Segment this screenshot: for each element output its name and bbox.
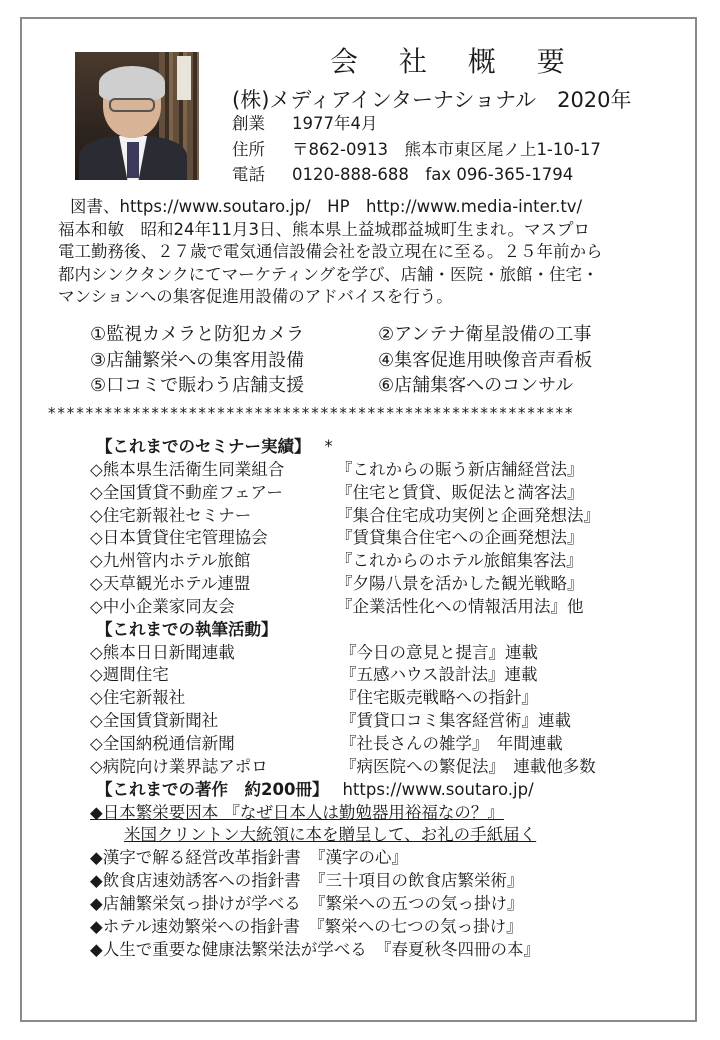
writing-item: ◇全国賃貸新聞社 『賃貸口コミ集客経営術』連載 [90, 711, 571, 731]
writing-item: ◇熊本日日新聞連載 『今日の意見と提言』連載 [90, 642, 538, 662]
book-item: ◆飲食店速効誘客への指針書 『三十項目の飲食店繁栄術』 [90, 871, 524, 891]
services-row [90, 373, 592, 399]
services-row [90, 348, 592, 374]
career-list [90, 436, 690, 961]
seminar-item: ◇住宅新報社セミナー 『集合住宅成功実例と企画発想法』 [90, 505, 600, 525]
company-name: (株)メディアインターナショナル 2020年 [232, 88, 632, 112]
book-item: ◆ホテル速効繁栄への指針書 『繁栄への七つの気っ掛け』 [90, 916, 523, 936]
writing-heading: 【これまでの執筆活動】 [96, 619, 278, 639]
divider: ******************************************************** [48, 404, 575, 422]
service-item: ⑤口コミで賑わう店舗支援 [90, 375, 305, 396]
seminar-item: ◇天草観光ホテル連盟 『夕陽八景を活かした観光戦略』 [90, 574, 584, 594]
writing-item: ◇住宅新報社 『住宅販売戦略への指針』 [90, 688, 538, 708]
profile-photo [75, 52, 199, 180]
biography [58, 196, 694, 309]
services-row [90, 322, 592, 348]
founded-row [232, 110, 378, 134]
service-item: ⑥店舗集客へのコンサル [378, 375, 574, 396]
address-row [232, 136, 601, 160]
bio-line: 図書、https://www.soutaro.jp/ HP http://www.media-inter.tv/ [70, 197, 583, 216]
bio-line: 福本和敏 昭和24年11月3日、熊本県上益城郡益城町生まれ。マスプロ [58, 219, 590, 239]
seminars-heading: 【これまでのセミナー実績】 * [96, 437, 333, 456]
seminar-item: ◇中小企業家同友会 『企業活性化への情報活用法』他 [90, 596, 584, 616]
writing-item: ◇週間住宅 『五感ハウス設計法』連載 [90, 665, 538, 685]
phone-row [232, 161, 573, 185]
page-title: 会 社 概 要 [330, 45, 581, 78]
book-item: ◆人生で重要な健康法繁栄法が学べる 『春夏秋冬四冊の本』 [90, 939, 540, 959]
services-list [90, 322, 592, 399]
seminar-item: ◇九州管内ホテル旅館 『これからのホテル旅館集客法』 [90, 551, 583, 571]
founded-label: 創業 [232, 114, 265, 133]
address-value: 〒862-0913 熊本市東区尾ノ上1-10-17 [292, 140, 601, 159]
phone-label: 電話 [232, 165, 265, 184]
featured-book-note: 米国クリントン大統領に本を贈呈して、お礼の手紙届く [124, 825, 537, 845]
bio-line: 電工勤務後、２７歳で電気通信設備会社を設立現在に至る。２５年前から [58, 242, 603, 262]
book-item: ◆店舗繁栄気っ掛けが学べる 『繁栄への五つの気っ掛け』 [90, 893, 524, 913]
phone-value: 0120-888-688 fax 096-365-1794 [292, 165, 574, 184]
bio-line: 都内シンクタンクにてマーケティングを学び、店舗・医院・旅館・住宅・ [58, 264, 599, 284]
seminar-item: ◇日本賃貸住宅管理協会 『賃貸集合住宅への企画発想法』 [90, 528, 584, 548]
book-item: ◆漢字で解る経営改革指針書 『漢字の心』 [90, 848, 408, 868]
service-item: ③店舗繁栄への集客用設備 [90, 349, 305, 371]
service-item: ①監視カメラと防犯カメラ [90, 324, 305, 345]
founded-value: 1977年4月 [292, 114, 378, 133]
bio-line: マンションへの集客促進用設備のアドバイスを行う。 [58, 287, 453, 307]
seminar-item: ◇熊本県生活衛生同業組合 『これからの賑う新店舗経営法』 [90, 459, 584, 479]
address-label: 住所 [232, 140, 265, 159]
writing-item: ◇病院向け業界誌アポロ 『病医院への繁促法』 連載他多数 [90, 756, 596, 776]
books-heading: 【これまでの著作 約200冊】 https://www.soutaro.jp/ [96, 779, 534, 799]
featured-book: ◆日本繁栄要因本 『なぜ日本人は勤勉器用裕福なの？』 [90, 802, 504, 822]
seminar-item: ◇全国賃貸不動産フェアー 『住宅と賃貸、販促法と満客法』 [90, 482, 584, 502]
service-item: ②アンテナ衛星設備の工事 [378, 324, 592, 345]
writing-item: ◇全国納税通信新聞 『社長さんの雑学』 年間連載 [90, 733, 563, 753]
service-item: ④集客促進用映像音声看板 [378, 349, 593, 371]
